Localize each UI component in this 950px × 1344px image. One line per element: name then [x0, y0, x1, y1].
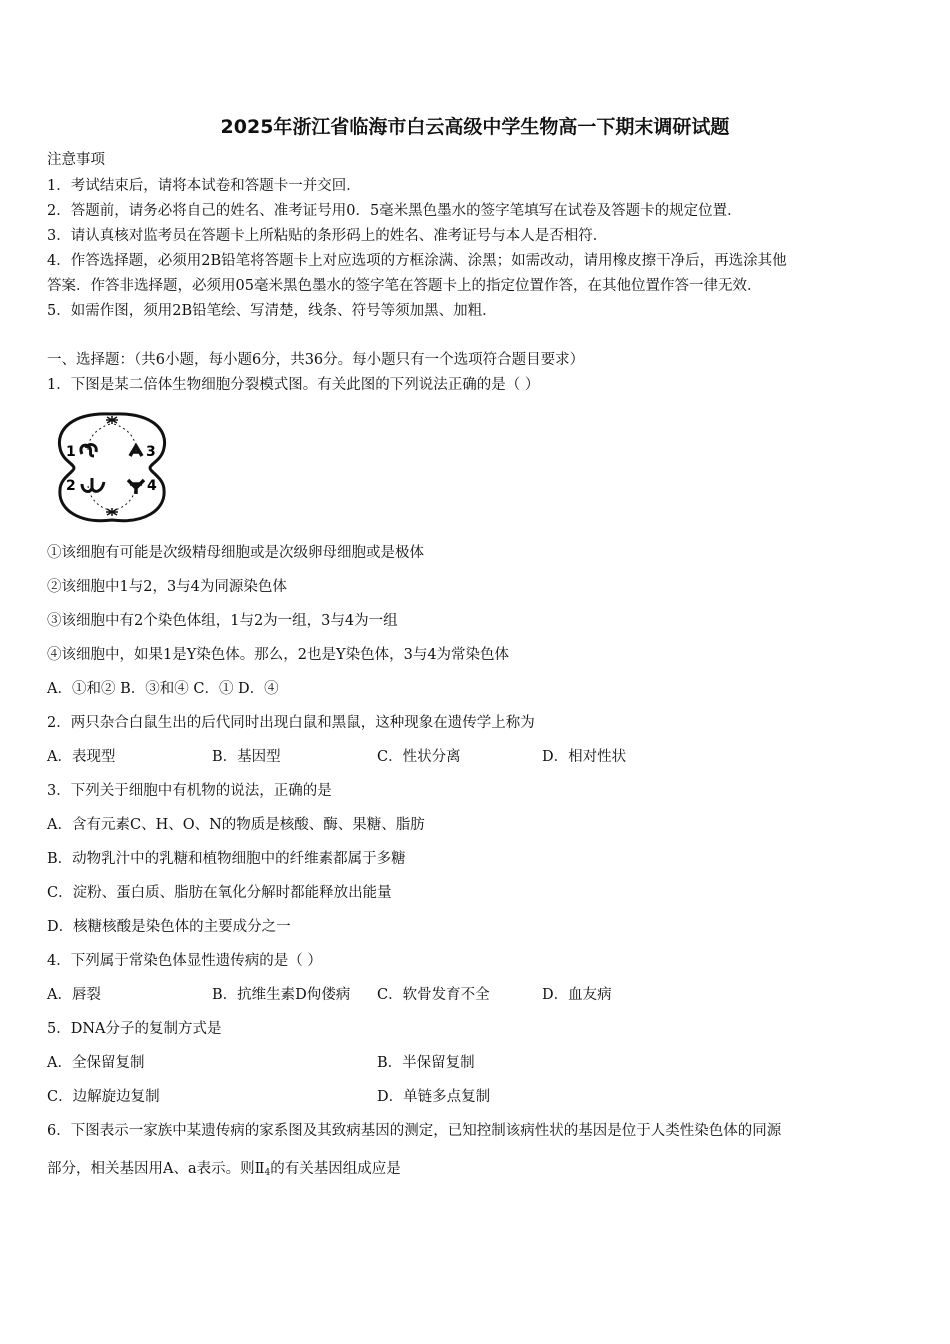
q1-statement: ④该细胞中，如果1是Y染色体。那么，2也是Y染色体，3与4为常染色体 [47, 647, 510, 663]
question-1-stem: 1．下图是某二倍体生物细胞分裂模式图。有关此图的下列说法正确的是（ ） [47, 377, 540, 393]
notice-item: 1．考试结束后，请将本试卷和答题卡一并交回． [47, 178, 361, 194]
page-title: 2025年浙江省临海市白云高级中学生物高一下期末调研试题 [220, 116, 730, 138]
q1-statement: ②该细胞中1与2，3与4为同源染色体 [47, 579, 287, 595]
chromosome-3 [130, 446, 142, 456]
notice-item: 3．请认真核对监考员在答题卡上所粘贴的条形码上的姓名、准考证号与本人是否相符． [47, 228, 608, 244]
q3-option-b: B．动物乳汁中的乳糖和植物细胞中的纤维素都属于多糖 [47, 851, 406, 867]
q4-option-d: D．血友病 [542, 987, 612, 1003]
q2-option-a: A．表现型 [47, 749, 116, 765]
q5-option-c: C．边解旋边复制 [47, 1089, 160, 1105]
spindle-pole-top [106, 416, 118, 424]
notice-item: 4．作答选择题，必须用2B铅笔将答题卡上对应选项的方框涂满、涂黑；如需改动，请用橡皮擦干净后，再选涂其他 [47, 253, 787, 269]
q4-option-a: A．唇裂 [47, 987, 101, 1003]
q5-option-b: B．半保留复制 [377, 1055, 475, 1071]
q2-option-b: B．基因型 [212, 749, 281, 765]
question-6-stem: 6．下图表示一家族中某遗传病的家系图及其致病基因的测定，已知控制该病性状的基因是位于人类性染色体的同源 [47, 1123, 782, 1139]
q4-option-c: C．软骨发育不全 [377, 987, 490, 1003]
spindle-fibers [88, 424, 136, 510]
question-3-stem: 3．下列关于细胞中有机物的说法，正确的是 [47, 783, 332, 799]
figure-label-1: 1 [66, 444, 76, 460]
q6-stem-subscript: 4 [264, 1168, 271, 1178]
q6-stem-suffix: 的有关基因组成应是 [270, 1161, 401, 1177]
spindle-pole-bottom [106, 508, 118, 516]
question-4-stem: 4．下列属于常染色体显性遗传病的是（ ） [47, 953, 322, 969]
figure-label-3: 3 [146, 444, 156, 460]
cell-division-figure [52, 408, 172, 526]
q6-stem-prefix: 部分，相关基因用A、a表示。则Ⅱ [47, 1161, 265, 1177]
question-5-stem: 5．DNA分子的复制方式是 [47, 1021, 222, 1037]
notice-item: 2．答题前，请务必将自己的姓名、准考证号用0．5毫米黑色墨水的签字笔填写在试卷及答题卡的规定位置． [47, 203, 742, 219]
q3-option-a: A．含有元素C、H、O、N的物质是核酸、酶、果糖、脂肪 [47, 817, 425, 833]
question-2-stem: 2．两只杂合白鼠生出的后代同时出现白鼠和黑鼠，这种现象在遗传学上称为 [47, 715, 535, 731]
q2-option-c: C．性状分离 [377, 749, 461, 765]
notice-item: 5．如需作图，须用2B铅笔绘、写清楚，线条、符号等须加黑、加粗． [47, 303, 497, 319]
cell-membrane [59, 414, 164, 521]
chromosome-2 [82, 478, 104, 491]
q3-option-d: D．核糖核酸是染色体的主要成分之一 [47, 919, 291, 935]
q1-statement: ③该细胞中有2个染色体组，1与2为一组，3与4为一组 [47, 613, 398, 629]
notice-heading: 注意事项 [47, 152, 105, 168]
chromosome-1 [81, 445, 96, 456]
question-6-stem-cont [47, 1159, 401, 1183]
chromosome-4 [128, 480, 144, 494]
q5-option-d: D．单链多点复制 [377, 1089, 491, 1105]
q1-options: A．①和② B．③和④ C．① D．④ [47, 681, 279, 697]
q2-option-d: D．相对性状 [542, 749, 627, 765]
q1-statement: ①该细胞有可能是次级精母细胞或是次级卵母细胞或是极体 [47, 545, 424, 561]
notice-item: 答案．作答非选择题，必须用05毫米黑色墨水的签字笔在答题卡上的指定位置作答，在其他位置作答一律无效． [47, 278, 762, 294]
q3-option-c: C．淀粉、蛋白质、脂肪在氧化分解时都能释放出能量 [47, 885, 392, 901]
figure-label-4: 4 [147, 478, 157, 494]
q5-option-a: A．全保留复制 [47, 1055, 145, 1071]
section-heading: 一、选择题：（共6小题，每小题6分，共36分。每小题只有一个选项符合题目要求） [47, 352, 585, 368]
figure-label-2: 2 [66, 478, 76, 494]
q4-option-b: B．抗维生素D佝偻病 [212, 987, 351, 1003]
